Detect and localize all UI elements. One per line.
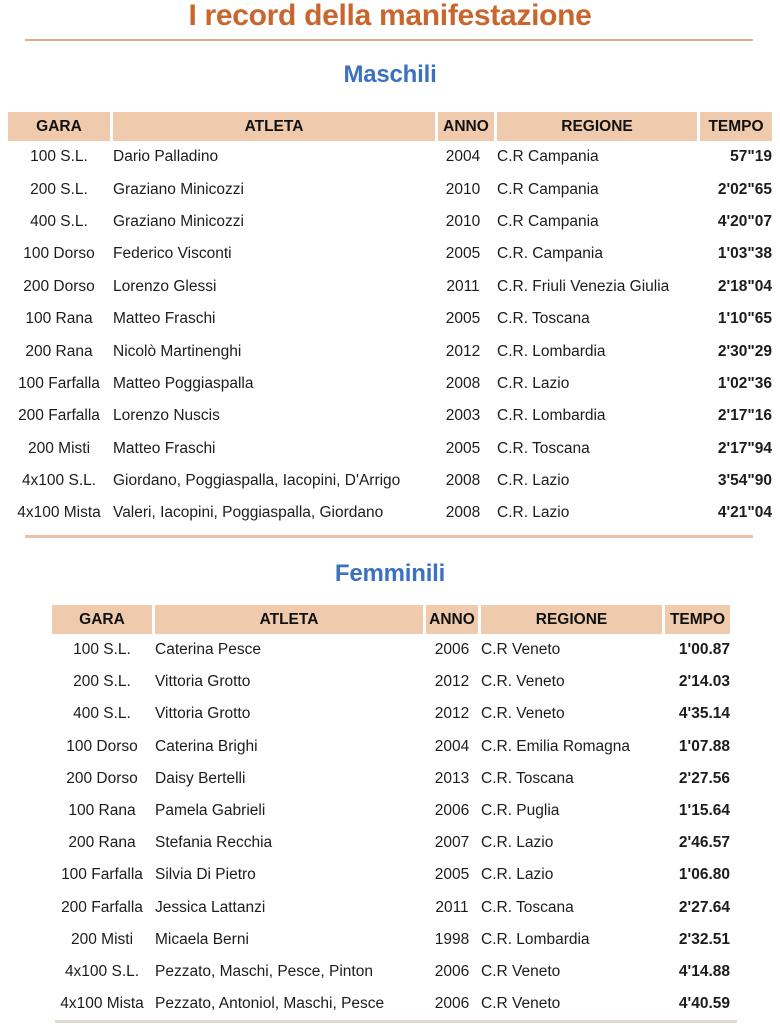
cell-gara: 100 Farfalla [61, 866, 143, 884]
cell-tempo: 2'14.03 [678, 673, 730, 691]
cell-atleta: Pezzato, Maschi, Pesce, Pinton [155, 962, 373, 980]
table-row [8, 271, 772, 303]
cell-gara: 200 Misti [27, 439, 91, 457]
cell-gara: 4x100 S.L. [64, 962, 140, 980]
header-row [8, 112, 772, 141]
table-row [8, 400, 772, 432]
cell-gara: 200 Dorso [66, 769, 138, 787]
cell-atleta: Lorenzo Glessi [113, 277, 217, 295]
column-header-anno: ANNO [426, 605, 478, 634]
table-row [52, 698, 730, 730]
column-header-anno: ANNO [438, 112, 494, 141]
cell-tempo: 2'32.51 [678, 930, 730, 948]
cell-regione: C.R. Toscana [481, 769, 574, 787]
cell-regione: C.R. Lazio [497, 374, 570, 392]
cell-anno: 2012 [445, 342, 481, 360]
cell-tempo: 2'46.57 [678, 834, 730, 852]
page-title: I record della manifestazione [188, 0, 592, 32]
cell-tempo: 3'54"90 [717, 472, 772, 490]
table-row [52, 988, 730, 1020]
cell-atleta: Graziano Minicozzi [113, 180, 244, 198]
cell-atleta: Nicolò Martinenghi [113, 342, 242, 360]
cell-anno: 2008 [445, 504, 481, 522]
cell-anno: 2005 [434, 866, 470, 884]
cell-atleta: Stefania Recchia [155, 834, 273, 852]
cell-atleta: Matteo Fraschi [113, 439, 216, 457]
column-header-regione: REGIONE [481, 605, 662, 634]
cell-atleta: Valeri, Iacopini, Poggiaspalla, Giordano [113, 504, 384, 522]
cell-anno: 2006 [434, 802, 470, 820]
cell-anno: 2012 [434, 705, 470, 723]
cell-anno: 2011 [446, 277, 480, 295]
cell-atleta: Federico Visconti [113, 245, 232, 263]
column-header-atleta: ATLETA [155, 605, 423, 634]
cell-anno: 2008 [445, 374, 481, 392]
column-header-atleta: ATLETA [113, 112, 435, 141]
cell-atleta: Dario Palladino [113, 148, 219, 166]
cell-gara: 400 S.L. [30, 212, 88, 230]
cell-tempo: 2'02"65 [717, 180, 772, 198]
cell-regione: C.R Veneto [481, 995, 561, 1013]
table-row [52, 892, 730, 924]
cell-regione: C.R. Friuli Venezia Giulia [497, 277, 670, 295]
cell-gara: 400 S.L. [73, 705, 131, 723]
column-header-tempo: TEMPO [700, 112, 772, 141]
cell-atleta: Pamela Gabrieli [155, 802, 266, 820]
cell-regione: C.R Veneto [481, 641, 561, 659]
table-row [8, 141, 772, 173]
cell-gara: 100 S.L. [73, 641, 131, 659]
cell-atleta: Vittoria Grotto [155, 673, 251, 691]
cell-regione: C.R. Lazio [481, 866, 554, 884]
cell-regione: C.R Campania [497, 148, 599, 166]
cell-anno: 2004 [434, 737, 470, 755]
column-header-tempo: TEMPO [665, 605, 730, 634]
cell-tempo: 1'06.80 [678, 866, 730, 884]
cell-regione: C.R. Veneto [481, 673, 565, 691]
records-table-maschili [5, 112, 775, 530]
cell-gara: 100 Dorso [23, 245, 95, 263]
cell-regione: C.R Veneto [481, 962, 561, 980]
cell-anno: 2005 [445, 310, 481, 328]
cell-gara: 200 Misti [70, 930, 134, 948]
cell-tempo: 4'20"07 [717, 212, 772, 230]
cell-tempo: 4'21"04 [717, 504, 772, 522]
cell-anno: 2005 [445, 439, 481, 457]
cell-atleta: Pezzato, Antoniol, Maschi, Pesce [155, 995, 385, 1013]
cell-anno: 2005 [445, 245, 481, 263]
cell-regione: C.R. Lombardia [497, 407, 606, 425]
cell-tempo: 2'17"16 [717, 407, 772, 425]
cell-gara: 200 S.L. [73, 673, 131, 691]
table-row [52, 827, 730, 859]
cell-anno: 2004 [445, 148, 481, 166]
cell-tempo: 1'02"36 [717, 374, 772, 392]
cell-atleta: Matteo Fraschi [113, 310, 216, 328]
cell-gara: 100 Dorso [66, 737, 138, 755]
table-row [8, 206, 772, 238]
cell-anno: 2008 [445, 472, 481, 490]
cell-gara: 200 Rana [68, 834, 136, 852]
cell-gara: 4x100 Mista [17, 504, 101, 522]
cell-anno: 2003 [445, 407, 481, 425]
table-row [52, 731, 730, 763]
cell-regione: C.R. Emilia Romagna [481, 737, 631, 755]
cell-tempo: 4'14.88 [678, 962, 730, 980]
cell-tempo: 4'40.59 [678, 995, 730, 1013]
cell-anno: 2011 [435, 898, 469, 916]
cell-atleta: Vittoria Grotto [155, 705, 251, 723]
cell-regione: C.R Campania [497, 212, 599, 230]
table-row [52, 666, 730, 698]
cell-tempo: 2'30"29 [717, 342, 772, 360]
cell-tempo: 1'15.64 [678, 802, 730, 820]
cell-atleta: Daisy Bertelli [155, 769, 246, 787]
cell-anno: 2012 [434, 673, 470, 691]
cell-atleta: Caterina Pesce [155, 641, 261, 659]
cell-regione: C.R. Lombardia [481, 930, 590, 948]
records-table-femminili [49, 605, 733, 1020]
cell-regione: C.R. Lazio [497, 504, 570, 522]
cell-regione: C.R. Lazio [497, 472, 570, 490]
cell-anno: 2006 [434, 995, 470, 1013]
cell-regione: C.R. Puglia [481, 802, 560, 820]
column-header-gara: GARA [8, 112, 110, 141]
cell-anno: 2006 [434, 962, 470, 980]
table-row [8, 303, 772, 335]
cell-gara: 100 Rana [25, 310, 93, 328]
table-row [8, 433, 772, 465]
cell-anno: 2010 [445, 180, 481, 198]
header-row [52, 605, 730, 634]
cell-atleta: Graziano Minicozzi [113, 212, 244, 230]
table-row [52, 795, 730, 827]
cell-regione: C.R. Lombardia [497, 342, 606, 360]
table-row [52, 956, 730, 988]
cell-gara: 100 Rana [68, 802, 136, 820]
table-row [52, 763, 730, 795]
table-row [8, 368, 772, 400]
cell-anno: 2007 [434, 834, 470, 852]
cell-anno: 2006 [434, 641, 470, 659]
cell-gara: 200 S.L. [30, 180, 88, 198]
column-header-gara: GARA [52, 605, 152, 634]
cell-atleta: Lorenzo Nuscis [113, 407, 220, 425]
cell-gara: 100 Farfalla [18, 374, 100, 392]
table-row [8, 335, 772, 367]
clipped-next-row [55, 1020, 737, 1023]
cell-regione: C.R. Toscana [481, 898, 574, 916]
cell-regione: C.R. Toscana [497, 310, 590, 328]
cell-gara: 4x100 Mista [60, 995, 144, 1013]
cell-tempo: 2'18"04 [717, 277, 772, 295]
section-heading-femminili: Femminili [334, 560, 446, 587]
cell-gara: 200 Farfalla [61, 898, 143, 916]
cell-tempo: 2'17"94 [717, 439, 772, 457]
cell-atleta: Micaela Berni [155, 930, 249, 948]
cell-regione: C.R. Veneto [481, 705, 565, 723]
table-row [8, 238, 772, 270]
cell-atleta: Matteo Poggiaspalla [113, 374, 254, 392]
cell-tempo: 1'10"65 [717, 310, 772, 328]
cell-gara: 200 Farfalla [18, 407, 100, 425]
cell-atleta: Silvia Di Pietro [155, 866, 256, 884]
cell-tempo: 4'35.14 [678, 705, 730, 723]
table-row [52, 859, 730, 891]
section-divider [25, 535, 753, 538]
cell-atleta: Jessica Lattanzi [155, 898, 266, 916]
cell-regione: C.R Campania [497, 180, 599, 198]
cell-regione: C.R. Lazio [481, 834, 554, 852]
cell-gara: 200 Rana [25, 342, 93, 360]
cell-tempo: 1'00.87 [678, 641, 730, 659]
table-row [52, 634, 730, 666]
cell-atleta: Giordano, Poggiaspalla, Iacopini, D'Arrigo [113, 472, 401, 490]
section-heading-maschili: Maschili [343, 61, 437, 88]
title-divider [25, 39, 753, 41]
cell-gara: 4x100 S.L. [21, 472, 97, 490]
cell-tempo: 2'27.64 [678, 898, 730, 916]
cell-anno: 2010 [445, 212, 481, 230]
cell-tempo: 2'27.56 [678, 769, 730, 787]
cell-tempo: 1'03"38 [717, 245, 772, 263]
table-row [52, 924, 730, 956]
cell-atleta: Caterina Brighi [155, 737, 258, 755]
cell-regione: C.R. Campania [497, 245, 603, 263]
cell-tempo: 57"19 [730, 148, 772, 166]
cell-anno: 1998 [434, 930, 470, 948]
table-row [8, 497, 772, 529]
column-header-regione: REGIONE [497, 112, 697, 141]
cell-gara: 200 Dorso [23, 277, 95, 295]
table-row [8, 465, 772, 497]
cell-tempo: 1'07.88 [678, 737, 730, 755]
cell-anno: 2013 [434, 769, 470, 787]
cell-regione: C.R. Toscana [497, 439, 590, 457]
cell-gara: 100 S.L. [30, 148, 88, 166]
table-row [8, 173, 772, 205]
